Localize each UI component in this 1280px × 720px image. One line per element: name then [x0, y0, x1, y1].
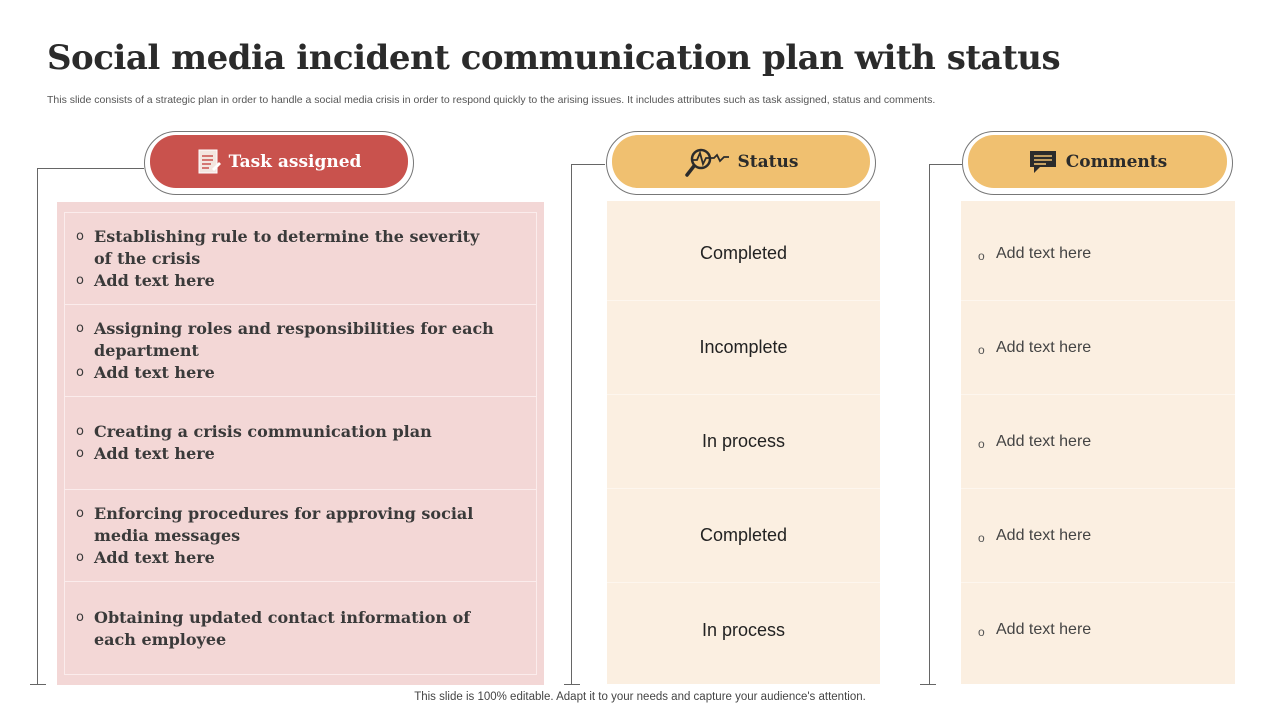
- bullet: o: [76, 364, 84, 380]
- comment-text: Add text here: [996, 244, 1092, 262]
- bullet: o: [978, 625, 985, 639]
- comment-cell: [961, 583, 1235, 677]
- task-header-pill: [150, 135, 408, 188]
- task-list: [64, 212, 537, 675]
- task-text: Creating a crisis communication plan: [94, 422, 432, 441]
- status-cell: Completed: [607, 207, 880, 301]
- bullet: o: [76, 272, 84, 288]
- status-connector-bottom: [564, 684, 580, 685]
- task-extra: Add text here: [94, 362, 215, 382]
- slide-subtitle: This slide consists of a strategic plan in order to handle a social media crisis in order to respond quickly to the arising issues. It includes attributes such as task assigned, status and comments.: [47, 94, 936, 106]
- status-connector-top: [571, 164, 605, 165]
- comments-connector-bottom: [920, 684, 936, 685]
- task-row: [65, 490, 536, 582]
- task-text: Obtaining updated contact information of each employee: [94, 608, 471, 649]
- status-cell: In process: [607, 395, 880, 489]
- task-connector-top: [37, 168, 144, 169]
- bullet: o: [76, 610, 84, 625]
- bullet: o: [76, 320, 84, 336]
- task-row: [65, 213, 536, 305]
- slide-title: Social media incident communication plan with status: [47, 38, 1061, 78]
- comment-cell: [961, 301, 1235, 395]
- comments-header-label: Comments: [1065, 151, 1168, 172]
- comment-text: Add text here: [996, 338, 1092, 356]
- status-cell: Incomplete: [607, 301, 880, 395]
- task-connector-bottom: [30, 684, 46, 685]
- task-connector-vertical: [37, 168, 38, 685]
- status-cell: In process: [701, 619, 786, 640]
- bullet: o: [76, 424, 84, 439]
- status-header-label: Status: [737, 151, 799, 172]
- task-row: [65, 397, 536, 490]
- status-panel: [607, 201, 880, 684]
- task-row: [65, 582, 536, 676]
- task-extra: Add text here: [94, 547, 215, 567]
- comments-panel: [961, 201, 1235, 684]
- bullet: o: [76, 505, 84, 521]
- bullet: o: [978, 248, 985, 263]
- task-text: Enforcing procedures for approving social media messages: [94, 503, 474, 545]
- task-extra: Add text here: [94, 444, 215, 463]
- comment-text: Add text here: [996, 432, 1092, 450]
- bullet: o: [76, 549, 84, 565]
- bullet: o: [978, 530, 985, 545]
- task-panel: [57, 202, 544, 685]
- magnifier-pulse-icon: [684, 146, 730, 178]
- task-text: Establishing rule to determine the severity of the crisis: [94, 226, 480, 268]
- task-extra: Add text here: [94, 270, 215, 290]
- chat-bubble-icon: [1028, 149, 1058, 175]
- document-icon: [197, 149, 221, 175]
- comment-cell: [961, 207, 1235, 301]
- status-header: [606, 131, 876, 195]
- comments-connector-top: [929, 164, 962, 165]
- task-text: Assigning roles and responsibilities for each department: [94, 318, 494, 360]
- bullet: o: [76, 446, 84, 461]
- comment-cell: [961, 395, 1235, 489]
- task-row: [65, 305, 536, 397]
- bullet: o: [76, 228, 84, 244]
- comment-cell: [961, 489, 1235, 583]
- comment-text: Add text here: [996, 526, 1092, 544]
- bullet: o: [978, 436, 985, 451]
- task-header-label: Task assigned: [228, 151, 362, 172]
- status-connector-vertical: [571, 164, 572, 685]
- status-cell: Completed: [607, 489, 880, 583]
- comments-header: [962, 131, 1233, 195]
- comment-text: Add text here: [996, 621, 1092, 638]
- slide-footer: This slide is 100% editable. Adapt it to your needs and capture your audience's attention.: [414, 691, 866, 703]
- task-header: [144, 131, 414, 195]
- status-header-pill: [612, 135, 870, 188]
- comments-connector-vertical: [929, 164, 930, 685]
- comments-header-pill: [968, 135, 1227, 188]
- bullet: o: [978, 342, 985, 357]
